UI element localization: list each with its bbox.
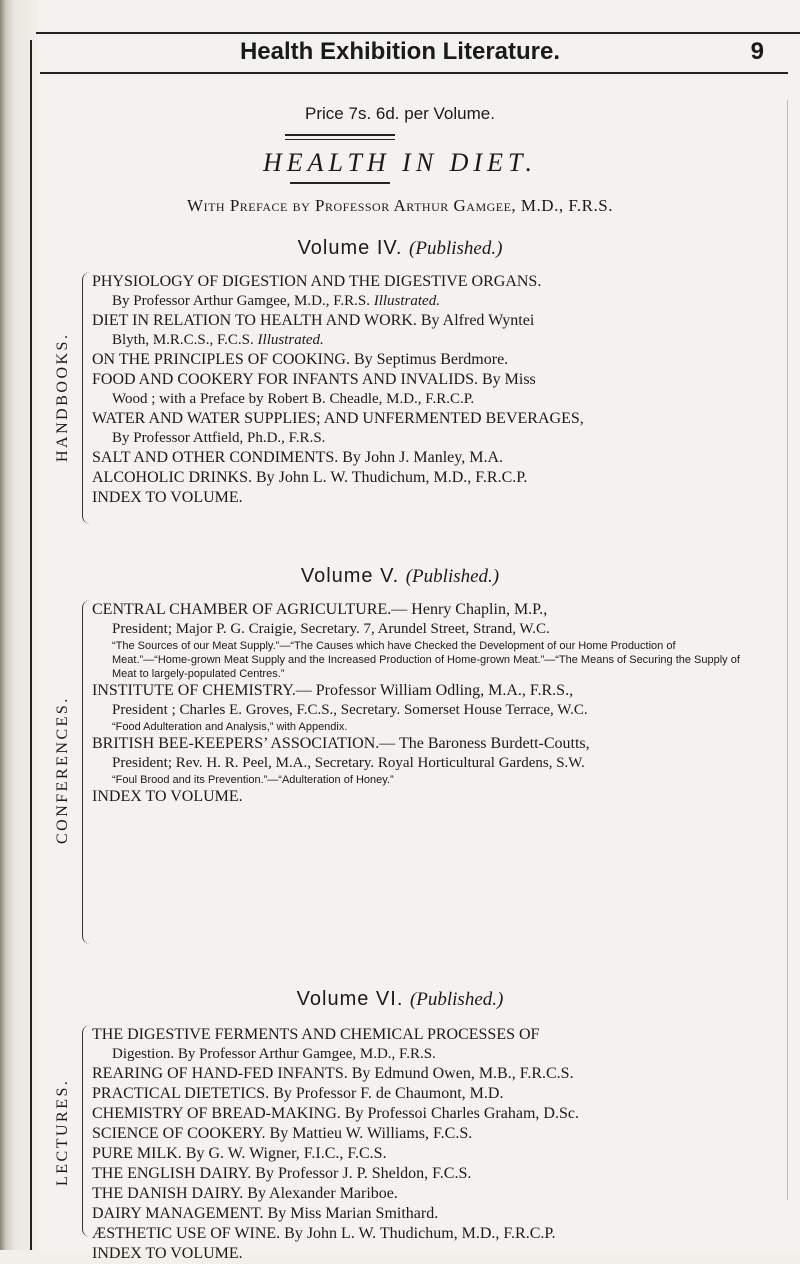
entry-title: PURE MILK. bbox=[92, 1145, 182, 1162]
entry-author: By Alexander Mariboe. bbox=[247, 1185, 398, 1202]
volume-v-status: (Published.) bbox=[405, 566, 500, 587]
entry-item bbox=[92, 1064, 752, 1084]
entry-author: By Professor J. P. Sheldon, F.C.S. bbox=[255, 1165, 472, 1182]
entry-item bbox=[92, 311, 752, 350]
entry-author: By Professoi Charles Graham, D.Sc. bbox=[344, 1105, 579, 1122]
entry-title: BRITISH BEE-KEEPERS’ ASSOCIATION.— bbox=[92, 735, 396, 752]
entry-title: INSTITUTE OF CHEMISTRY.— bbox=[92, 682, 312, 699]
entry-author: By Septimus Berdmore. bbox=[353, 351, 509, 368]
volume-iv-status: (Published.) bbox=[409, 238, 503, 259]
entry-author: By Miss Marian Smithard. bbox=[267, 1205, 439, 1222]
brace-lectures bbox=[82, 1025, 91, 1237]
entry-item bbox=[92, 1224, 752, 1244]
entry-item bbox=[92, 1084, 752, 1104]
entry-item bbox=[92, 272, 752, 311]
entry-note: Illustrated. bbox=[373, 293, 440, 309]
entry-detail: Wood ; with a Preface by Robert B. Cheadle, M.D., F.R.C.P. bbox=[112, 391, 475, 407]
entry-item bbox=[92, 681, 752, 734]
volume-vi-list bbox=[92, 1025, 752, 1264]
entry-title: ÆSTHETIC USE OF WINE. bbox=[92, 1225, 281, 1242]
running-header: Health Exhibition Literature. bbox=[239, 38, 561, 65]
volume-vi-status: (Published.) bbox=[409, 989, 504, 1010]
volume-vi-heading bbox=[0, 988, 800, 1011]
entry-title: FOOD AND COOKERY FOR INFANTS AND INVALIDS. bbox=[92, 371, 478, 388]
entry-author: Henry Chaplin, M.P., bbox=[411, 601, 548, 618]
entry-title: DIET IN RELATION TO HEALTH AND WORK. bbox=[92, 312, 417, 329]
entry-item bbox=[92, 787, 752, 807]
entry-title: INDEX TO VOLUME. bbox=[92, 788, 243, 805]
entry-item bbox=[92, 1104, 752, 1124]
header-rule bbox=[40, 72, 788, 74]
entry-author: By Alfred Wyntei bbox=[420, 312, 535, 329]
entry-item bbox=[92, 1244, 752, 1264]
entry-title: DAIRY MANAGEMENT. bbox=[92, 1205, 264, 1222]
entry-title: THE DIGESTIVE FERMENTS AND CHEMICAL PROCESSES OF bbox=[92, 1026, 540, 1043]
side-label-lectures: LECTURES. bbox=[54, 1078, 71, 1187]
entry-item bbox=[92, 468, 752, 488]
page-edge bbox=[787, 100, 788, 1200]
entry-title: THE DANISH DAIRY. bbox=[92, 1185, 244, 1202]
volume-v-list bbox=[92, 600, 752, 807]
entry-title: REARING OF HAND-FED INFANTS. bbox=[92, 1065, 348, 1082]
entry-title: CHEMISTRY OF BREAD-MAKING. bbox=[92, 1105, 341, 1122]
entry-detail: President ; Charles E. Groves, F.C.S., Secretary. Somerset House Terrace, W.C. bbox=[112, 702, 588, 718]
volume-vi-title: Volume VI. bbox=[296, 988, 404, 1010]
entry-item bbox=[92, 409, 752, 448]
entry-title: PHYSIOLOGY OF DIGESTION AND THE DIGESTIVE ORGANS. bbox=[92, 273, 542, 290]
entry-detail: By Professor Arthur Gamgee, M.D., F.R.S. Illustrated. bbox=[112, 293, 440, 309]
entry-title: WATER AND WATER SUPPLIES; AND UNFERMENTED BEVERAGES, bbox=[92, 410, 584, 427]
entry-author: By Edmund Owen, M.B., F.R.C.S. bbox=[351, 1065, 574, 1082]
entry-title: CENTRAL CHAMBER OF AGRICULTURE.— bbox=[92, 601, 408, 618]
entry-title: INDEX TO VOLUME. bbox=[92, 1245, 243, 1262]
entry-item bbox=[92, 350, 752, 370]
book-binding bbox=[0, 0, 38, 1250]
page-number: 9 bbox=[750, 38, 764, 65]
entry-title: INDEX TO VOLUME. bbox=[92, 489, 243, 506]
entry-item bbox=[92, 1184, 752, 1204]
entry-item bbox=[92, 1204, 752, 1224]
title-rule-bottom bbox=[290, 182, 390, 184]
entry-author: By John L. W. Thudichum, M.D., F.R.C.P. bbox=[284, 1225, 556, 1242]
entry-item bbox=[92, 1124, 752, 1144]
entry-author: Professor William Odling, M.A., F.R.S., bbox=[315, 682, 574, 699]
top-rule bbox=[36, 32, 800, 34]
brace-handbooks bbox=[82, 272, 91, 524]
volume-v-heading bbox=[0, 565, 800, 588]
entry-topics: “Food Adulteration and Analysis,” with Appendix. bbox=[112, 721, 348, 733]
entry-item bbox=[92, 600, 752, 681]
entry-author: By Miss bbox=[481, 371, 536, 388]
entry-item bbox=[92, 734, 752, 787]
entry-author: The Baroness Burdett-Coutts, bbox=[399, 735, 590, 752]
entry-detail: President; Major P. G. Craigie, Secretary. 7, Arundel Street, Strand, W.C. bbox=[112, 621, 550, 637]
entry-item bbox=[92, 448, 752, 468]
side-label-conferences: CONFERENCES. bbox=[54, 696, 71, 844]
binding-rule bbox=[30, 40, 32, 1250]
entry-note: Illustrated. bbox=[257, 332, 324, 348]
entry-detail: President; Rev. H. R. Peel, M.A., Secretary. Royal Horticultural Gardens, S.W. bbox=[112, 755, 585, 771]
main-title: HEALTH IN DIET. bbox=[262, 148, 538, 177]
preface-line: With Preface by Professor Arthur Gamgee, M.D., F.R.S. bbox=[187, 196, 613, 215]
entry-author: By John J. Manley, M.A. bbox=[342, 449, 503, 466]
entry-author: By Mattieu W. Williams, F.C.S. bbox=[269, 1125, 473, 1142]
entry-title: ON THE PRINCIPLES OF COOKING. bbox=[92, 351, 350, 368]
entry-detail: Blyth, M.R.C.S., F.C.S. Illustrated. bbox=[112, 332, 324, 348]
volume-iv-list bbox=[92, 272, 752, 508]
entry-author: By G. W. Wigner, F.I.C., F.C.S. bbox=[185, 1145, 387, 1162]
entry-detail: By Professor Attfield, Ph.D., F.R.S. bbox=[112, 430, 326, 446]
entry-item bbox=[92, 1164, 752, 1184]
side-label-handbooks: HANDBOOKS. bbox=[54, 332, 71, 462]
price-line: Price 7s. 6d. per Volume. bbox=[305, 104, 495, 123]
entry-title: ALCOHOLIC DRINKS. bbox=[92, 469, 252, 486]
entry-item bbox=[92, 488, 752, 508]
entry-title: SCIENCE OF COOKERY. bbox=[92, 1125, 266, 1142]
entry-detail: Digestion. By Professor Arthur Gamgee, M.D., F.R.S. bbox=[112, 1046, 436, 1062]
entry-author: By Professor F. de Chaumont, M.D. bbox=[273, 1085, 504, 1102]
entry-topics: “Foul Brood and its Prevention.”—“Adulteration of Honey.” bbox=[112, 774, 394, 786]
entry-topics: “The Sources of our Meat Supply.”—“The Causes which have Checked the Development of our Home Production of Meat.”—“Home-grown Meat Supply and the Increased Production of Home-grown Meat.”—“The Means of Securing the Supply of Meat to largely-populated Centres.” bbox=[112, 640, 740, 680]
entry-title: PRACTICAL DIETETICS. bbox=[92, 1085, 270, 1102]
entry-item bbox=[92, 1025, 752, 1064]
volume-v-title: Volume V. bbox=[300, 565, 400, 587]
volume-iv-heading bbox=[0, 237, 800, 260]
entry-item bbox=[92, 370, 752, 409]
title-rule-top bbox=[285, 134, 395, 140]
brace-conferences bbox=[82, 600, 91, 944]
volume-iv-title: Volume IV. bbox=[297, 237, 403, 259]
entry-author: By John L. W. Thudichum, M.D., F.R.C.P. bbox=[256, 469, 528, 486]
entry-title: THE ENGLISH DAIRY. bbox=[92, 1165, 252, 1182]
entry-title: SALT AND OTHER CONDIMENTS. bbox=[92, 449, 339, 466]
entry-item bbox=[92, 1144, 752, 1164]
